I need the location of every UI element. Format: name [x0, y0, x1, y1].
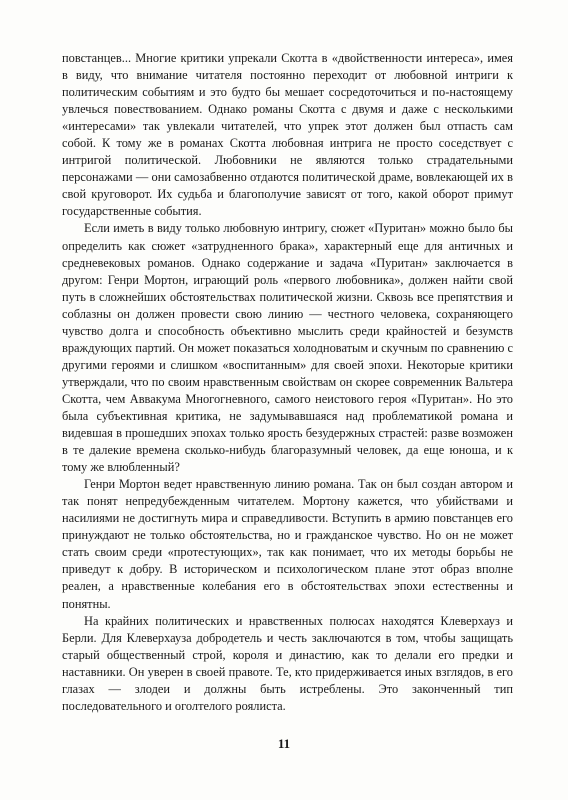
body-text	[62, 50, 513, 715]
paragraph-3: Генри Мортон ведет нравственную линию романа. Так он был создан автором и так понят непредубежденным читателем. Мортону кажется, что убийствами и насилиями не достигнуть мира и справедливости. Вступить в армию повстанцев его принуждают не только обстоятельства, но и гражданское чувство. Но он не может стать своим среди «протестующих», так как понимает, что их методы борьбы не приведут к добру. В историческом и психологическом плане этот образ вполне реален, а нравственные колебания его в обстоятельствах эпохи естественны и понятны.	[62, 477, 513, 611]
paragraph-2: Если иметь в виду только любовную интригу, сюжет «Пуритан» можно было бы определить как сюжет «затрудненного брака», характерный еще для античных и средневековых романов. Однако содержание и задача «Пуритан» заключается в другом: Генри Мортон, играющий роль «первого любовника», должен найти свой путь в сложнейших обстоятельствах политической жизни. Сквозь все препятствия и соблазны он должен провести свою линию — честного человека, сохраняющего чувство долга и способность объективно мыслить среди крайностей и безумств враждующих партий. Он может показаться холодноватым и скучным по сравнению с другими героями и слишком «воспитанным» для своей эпохи. Некоторые критики утверждали, что по своим нравственным свойствам он скорее современник Вальтера Скотта, чем Аввакума Многогневного, самого неистового героя «Пуритан». Но это была субъективная критика, не задумывавшаяся над проблематикой романа и видевшая в прошедших эпохах только ярость безудержных страстей: разве возможен в те далекие времена сколько-нибудь благоразумный человек, да еще юноша, и к тому же влюбленный?	[62, 221, 513, 475]
page-number: 11	[277, 736, 291, 751]
paragraph-4: На крайних политических и нравственных полюсах находятся Клеверхауз и Берли. Для Клеверхауза добродетель и честь заключаются в том, чтобы защищать старый общественный строй, короля и династию, как то делали его предки и наставники. Он уверен в своей правоте. Те, кто придерживается иных взглядов, в его глазах — злодеи и должны быть истреблены. Это законченный тип последовательного и оголтелого роялиста.	[62, 613, 513, 713]
paragraph-1: повстанцев... Многие критики упрекали Скотта в «двойственности интереса», имея в виду, что внимание читателя постоянно переходит от любовной интриги к политическим событиям и это будто бы мешает сосредоточиться и по-настоящему увлечься повествованием. Однако романы Скотта с двумя и даже с несколькими «интересами» так увлекали читателей, что упрек этот должен был отпасть сам собой. К тому же в романах Скотта любовная интрига не просто соседствует с интригой политической. Любовники не являются только страдательными персонажами — они самозабвенно отдаются политической драме, вовлекающей их в свой круговорот. Их судьба и благополучие зависят от того, какой оборот примут государственные события.	[62, 51, 513, 219]
